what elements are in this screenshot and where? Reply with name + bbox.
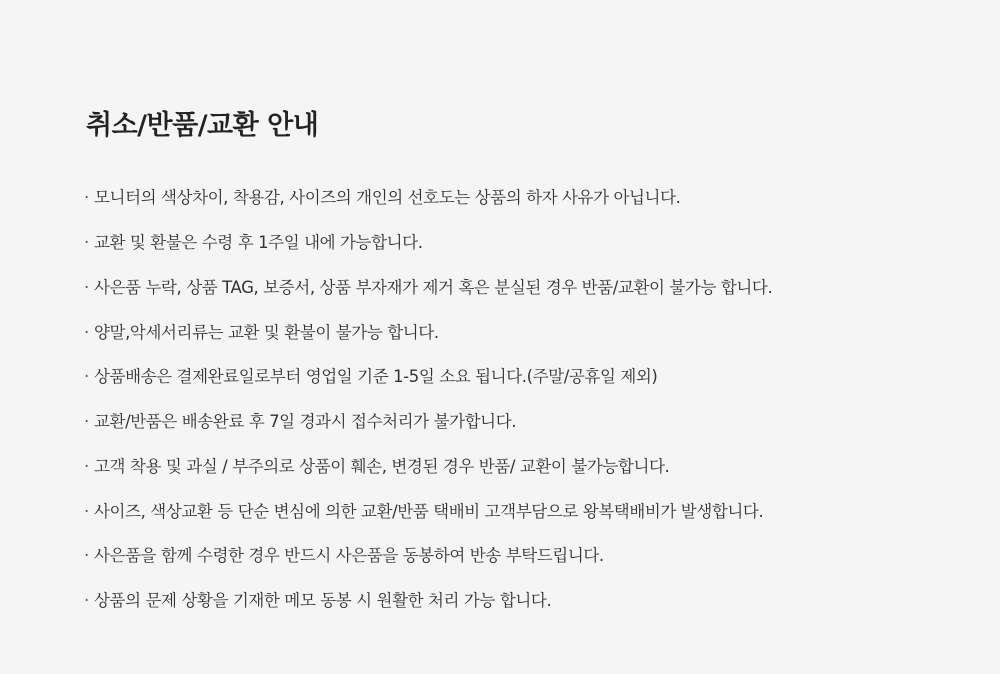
page-title: 취소/반품/교환 안내 — [86, 110, 319, 141]
bullet-icon: · — [84, 322, 89, 342]
list-item-text: 사이즈, 색상교환 등 단순 변심에 의한 교환/반품 택배비 고객부담으로 왕복택배비가 발생합니다. — [94, 501, 764, 521]
list-item-text: 모니터의 색상차이, 착용감, 사이즈의 개인의 선호도는 상품의 하자 사유가 아닙니다. — [94, 188, 681, 208]
list-item-text: 고객 착용 및 과실 / 부주의로 상품이 훼손, 변경된 경우 반품/ 교환이 불가능합니다. — [94, 456, 670, 476]
list-item-text: 교환/반품은 배송완료 후 7일 경과시 접수처리가 불가합니다. — [94, 412, 517, 432]
bullet-icon: · — [84, 233, 89, 253]
list-item — [84, 365, 924, 390]
list-item — [84, 500, 924, 525]
cancel-return-exchange-notice — [84, 110, 924, 614]
bullet-icon: · — [84, 412, 89, 432]
bullet-icon: · — [84, 456, 89, 476]
list-item-text: 상품배송은 결제완료일로부터 영업일 기준 1-5일 소요 됩니다.(주말/공휴일 제외) — [94, 367, 658, 387]
list-item-text: 교환 및 환불은 수령 후 1주일 내에 가능합니다. — [94, 233, 423, 253]
list-item — [84, 455, 924, 480]
list-item — [84, 231, 924, 256]
list-item — [84, 321, 924, 346]
bullet-icon: · — [84, 591, 89, 611]
bullet-icon: · — [84, 501, 89, 521]
bullet-icon: · — [84, 367, 89, 387]
list-item — [84, 276, 924, 301]
list-item — [84, 186, 924, 211]
list-item — [84, 544, 924, 569]
list-item-text: 사은품을 함께 수령한 경우 반드시 사은품을 동봉하여 반송 부탁드립니다. — [94, 546, 604, 566]
list-item-text: 양말,악세서리류는 교환 및 환불이 불가능 합니다. — [94, 322, 439, 342]
list-item — [84, 589, 924, 614]
bullet-icon: · — [84, 546, 89, 566]
list-item — [84, 410, 924, 435]
notice-list — [84, 186, 924, 614]
list-item-text: 상품의 문제 상황을 기재한 메모 동봉 시 원활한 처리 가능 합니다. — [94, 591, 552, 611]
bullet-icon: · — [84, 277, 89, 297]
bullet-icon: · — [84, 188, 89, 208]
list-item-text: 사은품 누락, 상품 TAG, 보증서, 상품 부자재가 제거 혹은 분실된 경우 반품/교환이 불가능 합니다. — [94, 277, 773, 297]
